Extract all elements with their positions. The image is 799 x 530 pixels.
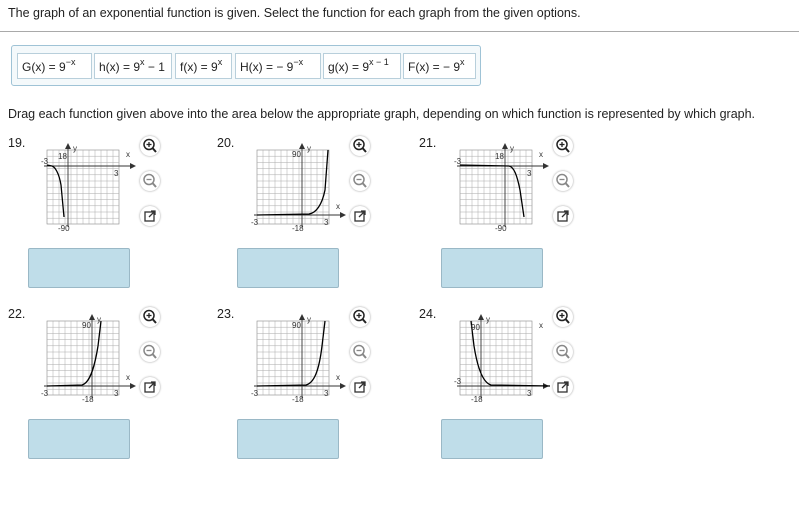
zoom-in-icon[interactable] xyxy=(553,307,573,327)
popout-icon[interactable] xyxy=(140,377,160,397)
problem-number: 20. xyxy=(217,136,235,150)
graph-label-xname: x xyxy=(126,373,130,382)
option-chip-h[interactable] xyxy=(94,53,172,79)
graph-label-xr: 3 xyxy=(324,389,329,398)
zoom-in-icon[interactable] xyxy=(350,136,370,156)
option-H-exponent: −x xyxy=(293,57,304,67)
option-F-exponent: x xyxy=(460,57,465,67)
graph-24 xyxy=(454,315,553,412)
zoom-in-icon[interactable] xyxy=(140,136,160,156)
graph-label-ytop: 90 xyxy=(292,321,301,330)
problem-number: 23. xyxy=(217,307,235,321)
popout-icon[interactable] xyxy=(350,206,370,226)
graph-label-ybot: -18 xyxy=(292,395,304,404)
zoom-out-icon[interactable] xyxy=(140,171,160,191)
graph-label-xname: x xyxy=(539,321,543,330)
graph-label-ybot: -18 xyxy=(292,224,304,233)
answer-drop-zone[interactable] xyxy=(441,248,543,288)
graph-label-xr: 3 xyxy=(324,218,329,227)
graph-label-xl: -3 xyxy=(41,389,49,398)
graph-label-ybot: -90 xyxy=(58,224,70,233)
graph-label-yname: y xyxy=(486,315,490,324)
divider xyxy=(0,31,799,32)
graph-label-yname: y xyxy=(73,144,77,153)
option-h-exponent: x xyxy=(140,57,145,67)
zoom-in-icon[interactable] xyxy=(140,307,160,327)
graph-label-ytop: 90 xyxy=(471,323,480,332)
zoom-out-icon[interactable] xyxy=(553,342,573,362)
answer-drop-zone[interactable] xyxy=(237,419,339,459)
answer-drop-zone[interactable] xyxy=(441,419,543,459)
option-G-exponent: −x xyxy=(65,57,76,67)
graph-20 xyxy=(251,144,350,241)
graph-label-xr: 3 xyxy=(114,389,119,398)
graph-label-ytop: 18 xyxy=(495,152,504,161)
graph-label-xl: -3 xyxy=(251,389,259,398)
graph-label-yname: y xyxy=(97,315,101,324)
option-chip-f[interactable] xyxy=(175,53,232,79)
zoom-out-icon[interactable] xyxy=(350,171,370,191)
zoom-in-icon[interactable] xyxy=(553,136,573,156)
graph-label-xname: x xyxy=(336,202,340,211)
option-H-base: H(x) = − 9 xyxy=(240,60,294,74)
option-g-base: g(x) = 9 xyxy=(328,60,370,74)
graph-label-ybot: -18 xyxy=(82,395,94,404)
graph-label-xname: x xyxy=(539,150,543,159)
problem-number: 22. xyxy=(8,307,26,321)
option-f-base: f(x) = 9 xyxy=(180,60,218,74)
graph-label-ytop: 90 xyxy=(82,321,91,330)
popout-icon[interactable] xyxy=(553,377,573,397)
zoom-out-icon[interactable] xyxy=(350,342,370,362)
graph-label-ybot: -90 xyxy=(495,224,507,233)
problem-number: 24. xyxy=(419,307,437,321)
drag-instruction-text: Drag each function given above into the area below the appropriate graph, depending on which function is represented by which graph. xyxy=(8,107,756,121)
option-h-base: h(x) = 9 xyxy=(99,60,141,74)
option-h-tail: − 1 xyxy=(144,60,165,74)
function-bank xyxy=(11,45,481,86)
graph-19 xyxy=(41,144,140,241)
graph-label-xl: -3 xyxy=(41,157,49,166)
option-chip-F[interactable] xyxy=(403,53,476,79)
graph-label-xr: 3 xyxy=(114,169,119,178)
popout-icon[interactable] xyxy=(140,206,160,226)
graph-label-xl: -3 xyxy=(454,157,462,166)
zoom-out-icon[interactable] xyxy=(553,171,573,191)
graph-label-xl: -3 xyxy=(251,218,259,227)
graph-label-xr: 3 xyxy=(527,169,532,178)
answer-drop-zone[interactable] xyxy=(237,248,339,288)
option-f-exponent: x xyxy=(217,57,223,67)
option-chip-g[interactable] xyxy=(323,53,401,79)
graph-21 xyxy=(454,144,553,241)
option-G-base: G(x) = 9 xyxy=(22,60,66,74)
graph-23 xyxy=(251,315,350,412)
zoom-out-icon[interactable] xyxy=(140,342,160,362)
graph-label-ytop: 18 xyxy=(58,152,67,161)
graph-label-yname: y xyxy=(307,144,311,153)
graph-label-yname: y xyxy=(510,144,514,153)
graph-label-xname: x xyxy=(126,150,130,159)
graph-label-xr: 3 xyxy=(527,389,532,398)
option-chip-H[interactable] xyxy=(235,53,321,79)
option-chip-G[interactable] xyxy=(17,53,92,79)
answer-drop-zone[interactable] xyxy=(28,248,130,288)
problem-number: 19. xyxy=(8,136,26,150)
instruction-text: The graph of an exponential function is given. Select the function for each graph from the given options. xyxy=(8,6,581,20)
graph-label-ytop: 90 xyxy=(292,150,301,159)
graph-label-ybot: -18 xyxy=(471,395,483,404)
option-g-exponent: x − 1 xyxy=(369,57,389,67)
popout-icon[interactable] xyxy=(350,377,370,397)
graph-label-yname: y xyxy=(307,315,311,324)
graph-label-xl: -3 xyxy=(454,377,462,386)
answer-drop-zone[interactable] xyxy=(28,419,130,459)
option-F-base: F(x) = − 9 xyxy=(408,60,461,74)
problem-number: 21. xyxy=(419,136,437,150)
graph-label-xname: x xyxy=(336,373,340,382)
popout-icon[interactable] xyxy=(553,206,573,226)
graph-22 xyxy=(41,315,140,412)
zoom-in-icon[interactable] xyxy=(350,307,370,327)
